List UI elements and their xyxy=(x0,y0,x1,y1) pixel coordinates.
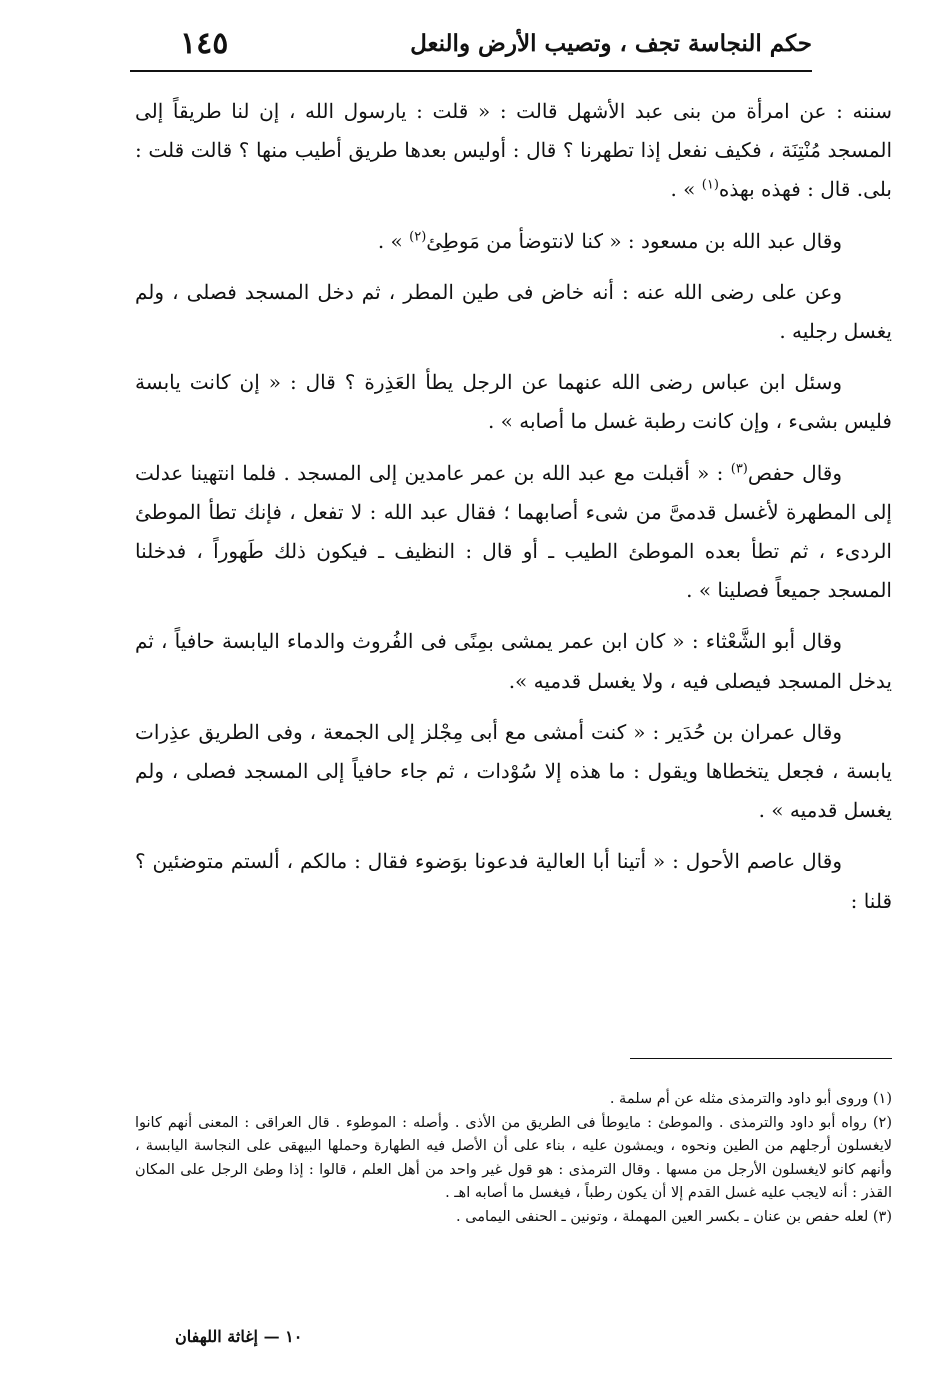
footnote: (١) وروى أبو داود والترمذى مثله عن أم سلمة . xyxy=(609,1091,892,1107)
paragraph xyxy=(135,222,892,261)
paragraph: وسئل ابن عباس رضى الله عنهما عن الرجل يطأ العَذِرة ؟ قال : « إن كانت يابسة فليس بشىء ، وإن كانت رطبة غسل ما أصابه » . xyxy=(135,370,892,434)
page-footer xyxy=(135,1327,892,1357)
footnote-marker: (٣) xyxy=(730,460,748,476)
main-text xyxy=(135,92,892,933)
paragraph xyxy=(135,92,892,210)
footnote-marker: (٢) xyxy=(409,228,427,244)
paragraph-text: سننه : عن امرأة من بنى عبد الأشهل قالت : « قلت : يارسول الله ، إن لنا طريقاً إلى المسجد مُنْتِنَة ، فكيف نفعل إذا تطهرنا ؟ قال : أوليس بعدها طريق أطيب منها ؟ قالت قلت : بلى. قال : فهذه بهذه xyxy=(135,99,892,202)
paragraph-text: » . xyxy=(670,177,702,202)
footnote-rule xyxy=(630,1058,892,1059)
footer-signature: ١٠ — إغاثة اللهفان xyxy=(175,1327,303,1346)
paragraph: وقال أبو الشَّعْثاء : « كان ابن عمر يمشى بمِنًى فى الفُروث والدماء اليابسة حافياً ، ثم يدخل المسجد فيصلى فيه ، ولا يغسل قدميه ». xyxy=(135,629,892,693)
paragraph-text: » . xyxy=(377,228,410,253)
footnote-marker: (١) xyxy=(701,177,719,193)
paragraph: وقال عمران بن حُدَير : « كنت أمشى مع أبى مِجْلز إلى الجمعة ، وفى الطريق عذِرات يابسة ، فجعل يتخطاها ويقول : ما هذه إلا سُوْدات ، ثم جاء حافياً إلى المسجد فصلى ، ولم يغسل قدميه » . xyxy=(135,719,892,823)
footnotes xyxy=(135,1088,892,1229)
paragraph-text: وقال حفص xyxy=(747,460,842,485)
chapter-title: حكم النجاسة تجف ، وتصيب الأرض والنعل xyxy=(410,30,812,57)
running-header xyxy=(130,10,812,68)
paragraph: وعن على رضى الله عنه : أنه خاض فى طين المطر ، ثم دخل المسجد فصلى ، ولم يغسل رجليه . xyxy=(135,279,892,344)
paragraph-text: : « أقبلت مع عبد الله بن عمر عامدين إلى المسجد . فلما انتهينا عدلت إلى المطهرة لأغسل قدمىَّ من شىء أصابهما ؛ فقال عبد الله : لا تفعل ، فإنك تطأ الموطئ الردىء ، ثم تطأ بعده الموطئ الطيب ـ أو قال : النظيف ـ فيكون ذلك طَهوراً ، فدخلنا المسجد جميعاً فصلينا » . xyxy=(135,460,892,603)
paragraph-text: وقال عبد الله بن مسعود : « كنا لانتوضأ من مَوطِئ xyxy=(426,228,842,253)
page-number: ١٤٥ xyxy=(180,26,229,61)
footnote: (٣) لعله حفص بن عنان ـ بكسر العين المهملة ، وتونين ـ الحنفى اليمامى . xyxy=(455,1208,892,1225)
paragraph xyxy=(135,454,892,611)
paragraph: وقال عاصم الأحول : « أتينا أبا العالية فدعونا بوَضوء فقال : مالكم ، ألستم متوضئين ؟ قلنا : xyxy=(135,849,892,913)
footnote: (٢) رواه أبو داود والترمذى . والموطئ : مايوطأ فى الطريق من الأذى . وأصله : الموطوء . قال العراقى : المعنى أنهم كانوا لايغسلون أرجلهم من الطين ونحوه ، ويمشون عليه ، بناء على أن الأصل فيه الطهارة وحملها البيهقى على النجاسة اليابسة ، وأنهم كانو لايغسلون الأرجل من مسها . وقال الترمذى : هو قول غير واحد من أهل العلم ، قالوا : إذا وطئ الرجل على المكان القذر : أنه لايجب عليه غسل القدم إلا أن يكون رطباً ، فيغسل ما أصابه اهـ . xyxy=(135,1114,892,1201)
header-rule xyxy=(130,70,812,72)
